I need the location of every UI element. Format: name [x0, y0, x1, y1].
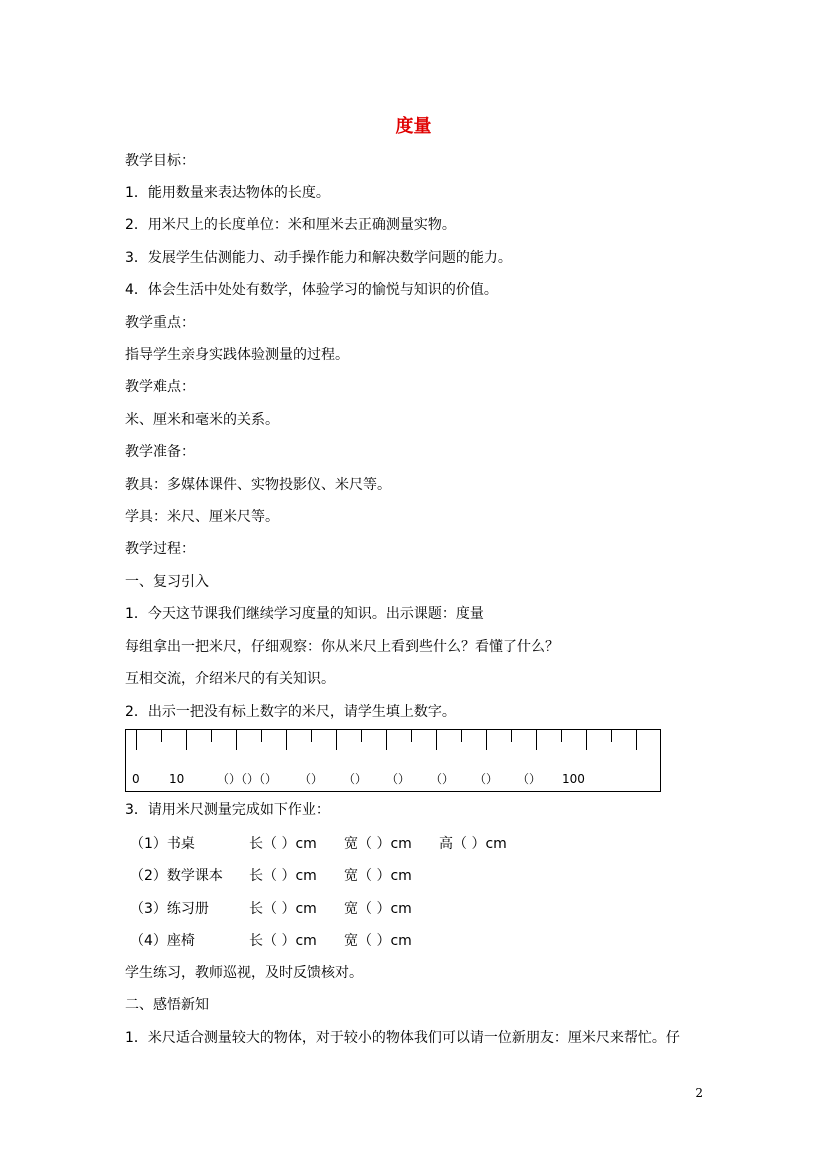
ruler-label: 100: [562, 772, 585, 786]
homework-length: 长（ ）cm: [249, 933, 317, 949]
ruler-tick: [561, 730, 562, 742]
meter-ruler-figure: [125, 729, 661, 792]
ruler-tick: [511, 730, 512, 742]
text-line: 2．用米尺上的长度单位：米和厘米去正确测量实物。: [125, 217, 456, 233]
ruler-label: （）: [386, 772, 411, 786]
homework-row: [125, 900, 685, 918]
homework-width: 宽（ ）cm: [344, 933, 412, 949]
homework-row: [125, 835, 685, 853]
ruler-tick: [436, 730, 437, 750]
text-line: 教学难点：: [125, 379, 195, 395]
text-line: 教具：多媒体课件、实物投影仪、米尺等。: [125, 477, 391, 493]
homework-height: 高（ ）cm: [439, 836, 507, 852]
text-line: 米、厘米和毫米的关系。: [125, 412, 279, 428]
ruler-tick: [586, 730, 587, 750]
text-line: 学生练习，教师巡视，及时反馈核对。: [125, 965, 363, 981]
text-line: 3．发展学生估测能力、动手操作能力和解决数学问题的能力。: [125, 250, 512, 266]
text-line: 4．体会生活中处处有数学，体验学习的愉悦与知识的价值。: [125, 282, 498, 298]
ruler-tick: [186, 730, 187, 750]
page-title: 度量: [395, 116, 432, 137]
homework-width: 宽（ ）cm: [344, 901, 412, 917]
ruler-tick: [611, 730, 612, 742]
homework-item: （1）书桌: [130, 836, 195, 852]
homework-length: 长（ ）cm: [249, 868, 317, 884]
text-line: 1．今天这节课我们继续学习度量的知识。出示课题：度量: [125, 606, 484, 622]
ruler-label: 0: [132, 772, 140, 786]
homework-item: （3）练习册: [130, 901, 209, 917]
ruler-tick: [286, 730, 287, 750]
ruler-tick: [536, 730, 537, 750]
page-number: 2: [695, 1086, 703, 1100]
ruler-label: 10: [169, 772, 185, 786]
text-line: 二、感悟新知: [125, 997, 209, 1013]
ruler-tick: [461, 730, 462, 742]
homework-intro: 3．请用米尺测量完成如下作业：: [125, 802, 330, 818]
homework-width: 宽（ ）cm: [344, 868, 412, 884]
homework-length: 长（ ）cm: [249, 836, 317, 852]
ruler-tick: [211, 730, 212, 742]
homework-length: 长（ ）cm: [249, 901, 317, 917]
ruler-label: （）: [430, 772, 455, 786]
homework-width: 宽（ ）cm: [344, 836, 412, 852]
text-line: 教学过程：: [125, 541, 195, 557]
ruler-label: （）: [474, 772, 499, 786]
text-line: 指导学生亲身实践体验测量的过程。: [125, 347, 349, 363]
text-line: 2．出示一把没有标上数字的米尺，请学生填上数字。: [125, 704, 456, 720]
text-line: 学具：米尺、厘米尺等。: [125, 509, 279, 525]
text-line: 1．能用数量来表达物体的长度。: [125, 185, 330, 201]
text-line: 教学重点：: [125, 315, 195, 331]
ruler-tick: [636, 730, 637, 750]
ruler-tick: [486, 730, 487, 750]
text-line: 教学准备：: [125, 444, 195, 460]
ruler-label: （）: [299, 772, 324, 786]
ruler-label: （）: [343, 772, 368, 786]
ruler-label: （）（）（）: [217, 772, 278, 786]
ruler-tick: [386, 730, 387, 750]
text-line: 1．米尺适合测量较大的物体，对于较小的物体我们可以请一位新朋友：厘米尺来帮忙。仔: [125, 1030, 680, 1046]
ruler-tick: [361, 730, 362, 742]
ruler-tick: [261, 730, 262, 742]
ruler-tick: [161, 730, 162, 742]
homework-row: [125, 867, 685, 885]
homework-row: [125, 932, 685, 950]
ruler-tick: [311, 730, 312, 742]
ruler-label: （）: [517, 772, 542, 786]
text-line: 教学目标：: [125, 153, 195, 169]
text-line: 一、复习引入: [125, 574, 209, 590]
ruler-tick: [236, 730, 237, 750]
text-line: 每组拿出一把米尺，仔细观察：你从米尺上看到些什么？看懂了什么？: [125, 639, 559, 655]
homework-item: （2）数学课本: [130, 868, 223, 884]
ruler-tick: [336, 730, 337, 750]
ruler-tick: [411, 730, 412, 742]
homework-item: （4）座椅: [130, 933, 195, 949]
ruler-tick: [136, 730, 137, 750]
text-line: 互相交流，介绍米尺的有关知识。: [125, 671, 335, 687]
